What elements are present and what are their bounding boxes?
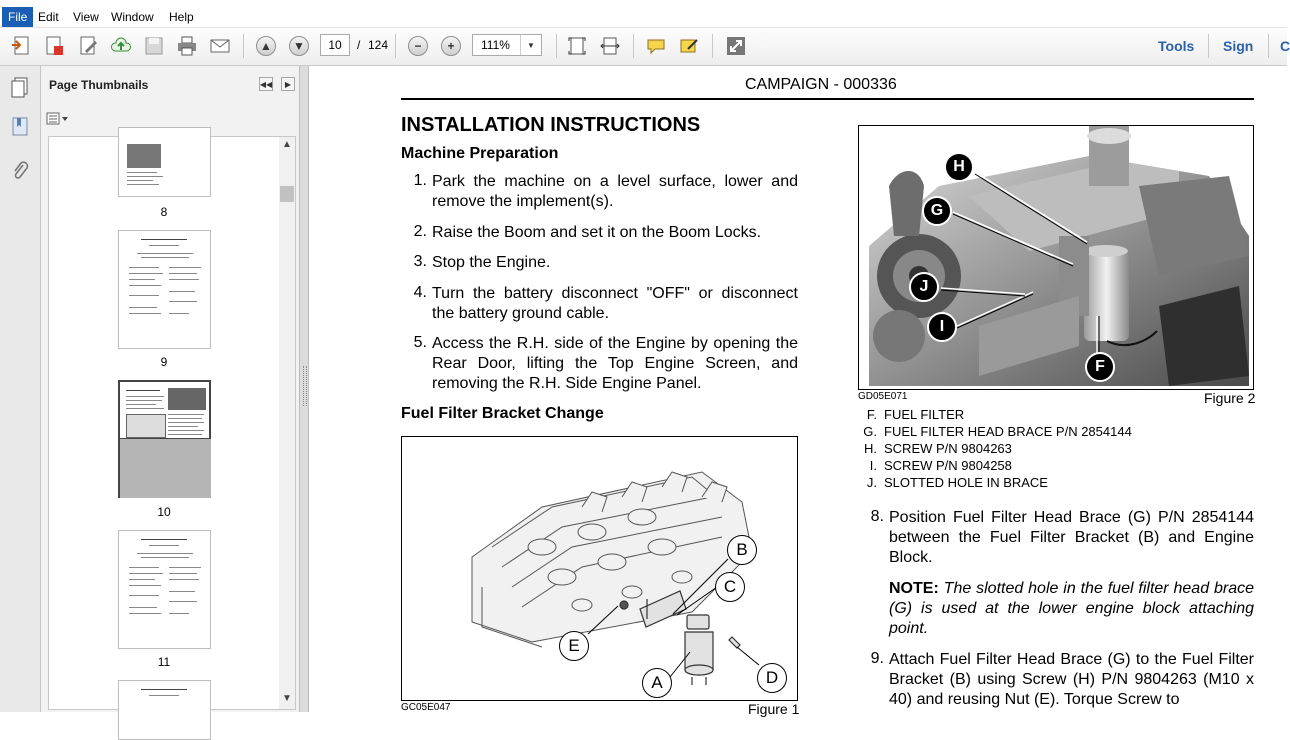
page-thumbnails-icon[interactable]	[8, 74, 32, 98]
toolbar-separator	[633, 34, 634, 58]
email-icon[interactable]	[208, 35, 232, 57]
page-header: CAMPAIGN - 000336	[745, 76, 897, 93]
legend-text: SCREW P/N 9804263	[884, 441, 1012, 456]
legend-text: SCREW P/N 9804258	[884, 458, 1012, 473]
legend-key: J.	[866, 475, 877, 490]
thumbnail-page-10-selected[interactable]	[118, 380, 211, 498]
step-text: Stop the Engine.	[432, 254, 551, 271]
thumbnail-image	[168, 388, 206, 410]
comment-link-clipped[interactable]: C	[1280, 38, 1290, 54]
legend-text: FUEL FILTER HEAD BRACE P/N 2854144	[884, 424, 1132, 439]
thumbnail-page-11[interactable]	[118, 530, 211, 649]
thumbnail-page-9[interactable]	[118, 230, 211, 349]
menu-help[interactable]: Help	[169, 10, 194, 24]
thumbnail-page-8[interactable]	[118, 127, 211, 197]
step-number: 2.	[413, 223, 427, 240]
zoom-select[interactable]	[472, 34, 542, 56]
section-heading: Fuel Filter Bracket Change	[401, 405, 604, 422]
thumbnail-label: 8	[160, 205, 168, 219]
zoom-out-icon[interactable]: −	[406, 35, 430, 57]
viewport-overlay	[120, 438, 211, 498]
comment-icon[interactable]	[644, 35, 668, 57]
upload-cloud-icon[interactable]	[109, 35, 133, 57]
legend-text: SLOTTED HOLE IN BRACE	[884, 475, 1048, 490]
thumbnail-label: 11	[157, 655, 171, 669]
menu-file[interactable]: File	[2, 7, 33, 27]
menu-bar	[0, 7, 1287, 28]
thumbnail-label: 10	[157, 505, 171, 519]
engine-block-illustration	[402, 437, 797, 700]
step-text: Position Fuel Filter Head Brace (G) P/N 2854144 between the Fuel Filter Bracket (B) and Engine Block.	[889, 509, 1254, 566]
tools-link[interactable]: Tools	[1158, 38, 1195, 54]
step-text: Raise the Boom and set it on the Boom Locks.	[432, 224, 762, 241]
step-number: 8.	[870, 508, 884, 525]
legend-text: FUEL FILTER	[884, 407, 965, 422]
page-total: 124	[368, 38, 389, 52]
edit-icon[interactable]	[76, 35, 100, 57]
section-heading: Machine Preparation	[401, 145, 559, 162]
chevron-down-icon[interactable]: ▼	[520, 35, 541, 55]
figure-code: GC05E047	[401, 702, 451, 713]
legend-key: G.	[863, 424, 877, 439]
legend-key: I.	[869, 458, 877, 473]
collapse-panel-icon[interactable]: ◀◀	[259, 77, 273, 91]
figure-caption: Figure 1	[748, 701, 800, 717]
thumbnail-label: 9	[160, 355, 168, 369]
fit-width-icon[interactable]	[598, 35, 622, 57]
previous-page-icon[interactable]: ▲	[254, 35, 278, 57]
figure-2	[858, 125, 1254, 390]
toolbar	[0, 28, 1290, 66]
note-text: The slotted hole in the fuel filter head brace (G) is used at the lower engine block attaching point.	[889, 580, 1255, 637]
callout-d: D	[757, 663, 787, 693]
menu-window[interactable]: Window	[111, 10, 154, 24]
step-number: 1.	[413, 172, 427, 189]
callout-e: E	[559, 631, 589, 661]
sign-link[interactable]: Sign	[1223, 38, 1254, 54]
panel-splitter[interactable]	[299, 66, 309, 712]
toolbar-separator	[712, 34, 713, 58]
convert-icon[interactable]	[42, 35, 66, 57]
toolbar-separator	[1268, 34, 1269, 58]
step-text: Turn the battery disconnect "OFF" or disconnect the battery ground cable.	[432, 285, 798, 322]
engine-photo	[859, 126, 1253, 389]
header-rule	[401, 98, 1254, 100]
toolbar-separator	[1208, 34, 1209, 58]
callout-c: C	[715, 572, 745, 602]
callout-i: I	[927, 312, 957, 342]
toolbar-separator	[395, 34, 396, 58]
bookmarks-icon[interactable]	[8, 114, 32, 138]
thumbnail-options-icon[interactable]	[46, 112, 72, 128]
thumbnail-list[interactable]	[48, 136, 296, 710]
callout-a: A	[642, 668, 672, 698]
callout-f: F	[1085, 352, 1115, 382]
thumbnail-scrollbar[interactable]	[279, 137, 295, 709]
expand-panel-icon[interactable]: ▶	[281, 77, 295, 91]
callout-j: J	[909, 272, 939, 302]
zoom-value: 111%	[481, 38, 510, 52]
fullscreen-icon[interactable]	[724, 35, 748, 57]
thumbnail-figure	[126, 414, 166, 438]
title-bar	[0, 0, 1287, 7]
print-icon[interactable]	[175, 35, 199, 57]
thumbnails-title: Page Thumbnails	[49, 78, 149, 92]
figure-1	[401, 436, 798, 701]
scrollbar-thumb[interactable]	[280, 186, 294, 202]
figure-code: GD05E071	[858, 391, 908, 402]
zoom-in-icon[interactable]: +	[439, 35, 463, 57]
highlight-icon[interactable]	[677, 35, 701, 57]
step-text: Attach Fuel Filter Head Brace (G) to the Fuel Filter Bracket (B) using Screw (H) P/N 9804263 (M10 x 40) and reusing Nut (E). Torque Screw to	[889, 651, 1254, 708]
step-text: Access the R.H. side of the Engine by opening the Rear Door, lifting the Top Engine Screen, and removing the R.H. Side Engine Panel.	[432, 335, 798, 392]
scroll-down-icon[interactable]: ▼	[282, 693, 292, 704]
create-pdf-icon[interactable]	[9, 35, 33, 57]
step-number: 3.	[413, 253, 427, 270]
callout-h: H	[944, 152, 974, 182]
next-page-icon[interactable]: ▼	[287, 35, 311, 57]
figure-caption: Figure 2	[1204, 390, 1256, 406]
thumbnail-page-12[interactable]	[118, 680, 211, 740]
scroll-up-icon[interactable]: ▲	[282, 139, 292, 150]
attachments-icon[interactable]	[8, 159, 32, 183]
page-title: INSTALLATION INSTRUCTIONS	[401, 114, 701, 136]
step-number: 5.	[413, 334, 427, 351]
legend-key: H.	[864, 441, 877, 456]
note-label: NOTE:	[889, 580, 939, 597]
step-text: Park the machine on a level surface, lower and remove the implement(s).	[432, 173, 798, 210]
page-separator: /	[357, 38, 361, 52]
navigation-rail	[0, 66, 41, 712]
save-icon[interactable]	[142, 35, 166, 57]
callout-b: B	[727, 535, 757, 565]
toolbar-separator	[243, 34, 244, 58]
legend-key: F.	[866, 407, 877, 422]
step-number: 4.	[413, 284, 427, 301]
step-number: 9.	[870, 650, 884, 667]
toolbar-separator	[556, 34, 557, 58]
fit-page-icon[interactable]	[565, 35, 589, 57]
page-number-input[interactable]	[320, 34, 350, 56]
thumbnail-image	[127, 144, 161, 168]
callout-g: G	[922, 196, 952, 226]
menu-view[interactable]: View	[73, 10, 99, 24]
note-block	[889, 579, 1254, 639]
menu-edit[interactable]: Edit	[38, 10, 59, 24]
